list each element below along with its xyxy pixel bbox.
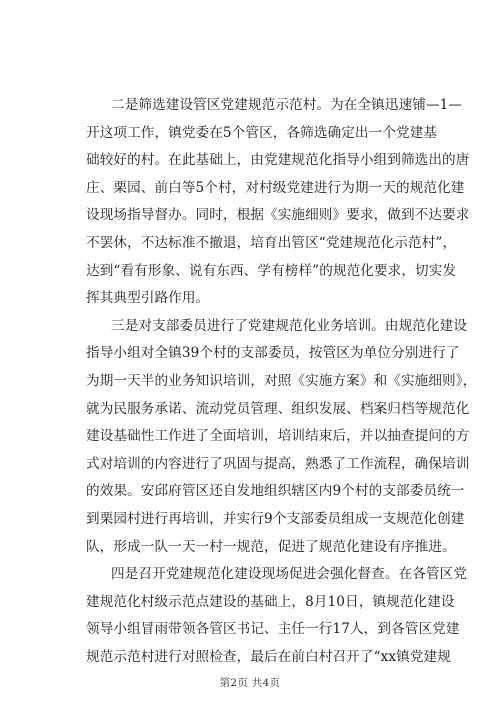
paragraph-4 [86,561,468,671]
text-line: 的效果。安邱府管区还自发地组织辖区内9个村的支部委员统一 [86,483,465,500]
text-line: 为期一天半的业务知识培训，对照《实施方案》和《实施细则》， [86,372,477,389]
paragraph-3 [86,313,477,561]
document-body [86,92,477,671]
text-line: 二是筛选建设管区党建规范示范村。为在全镇迅速铺—1— [111,97,463,113]
text-line: 设现场指导督办。同时，根据《实施细则》要求，做到不达要求 [86,207,470,224]
paragraph-2 [86,92,470,313]
text-line: 式对培训的内容进行了巩固与提高，熟悉了工作流程，确保培训 [86,455,470,472]
text-line: 到栗园村进行再培训，并实行9个支部委员组成一支规范化创建 [86,510,465,527]
text-line: 庄、栗园、前白等5个村，对村级党建进行为期一天的规范化建 [86,179,465,196]
text-line: 就为民服务承诺、流动党员管理、组织发展、档案归档等规范化 [86,400,470,417]
text-line: 挥其典型引路作用。 [86,290,210,307]
text-line: 领导小组冒雨带领各管区书记、主任一行17人，到各管区党建 [86,621,460,638]
text-line: 建规范化村级示范点建设的基础上，8月10日，镇规范化建设 [86,593,455,610]
text-line: 四是召开党建规范化建设现场促进会强化督查。在各管区党 [111,566,468,583]
text-line: 开这项工作，镇党委在5个管区，各筛选确定出一个党建基 [86,124,438,141]
text-line: 三是对支部委员进行了党建规范化业务培训。由规范化建设 [111,317,468,334]
text-line: 础较好的村。在此基础上，由党建规范化指导小组到筛选出的唐 [86,152,470,169]
text-line: 队，形成一队一天一村一规范，促进了规范化建设有序推进。 [86,538,456,555]
page-footer: 第2页 共4页 [219,677,281,689]
text-line: 达到“看有形象、说有东西、学有榜样”的规范化要求，切实发 [86,262,457,279]
text-line: 规范示范村进行对照检查，最后在前白村召开了“xx镇党建规 [86,648,451,665]
text-line: 指导小组对全镇39个村的支部委员，按管区为单位分别进行了 [86,345,460,362]
text-line: 不罢休，不达标准不撤退，培育出管区“党建规范化示范村”， [86,234,457,251]
text-line: 建设基础性工作进了全面培训，培训结束后，并以抽查提问的方 [86,428,470,445]
